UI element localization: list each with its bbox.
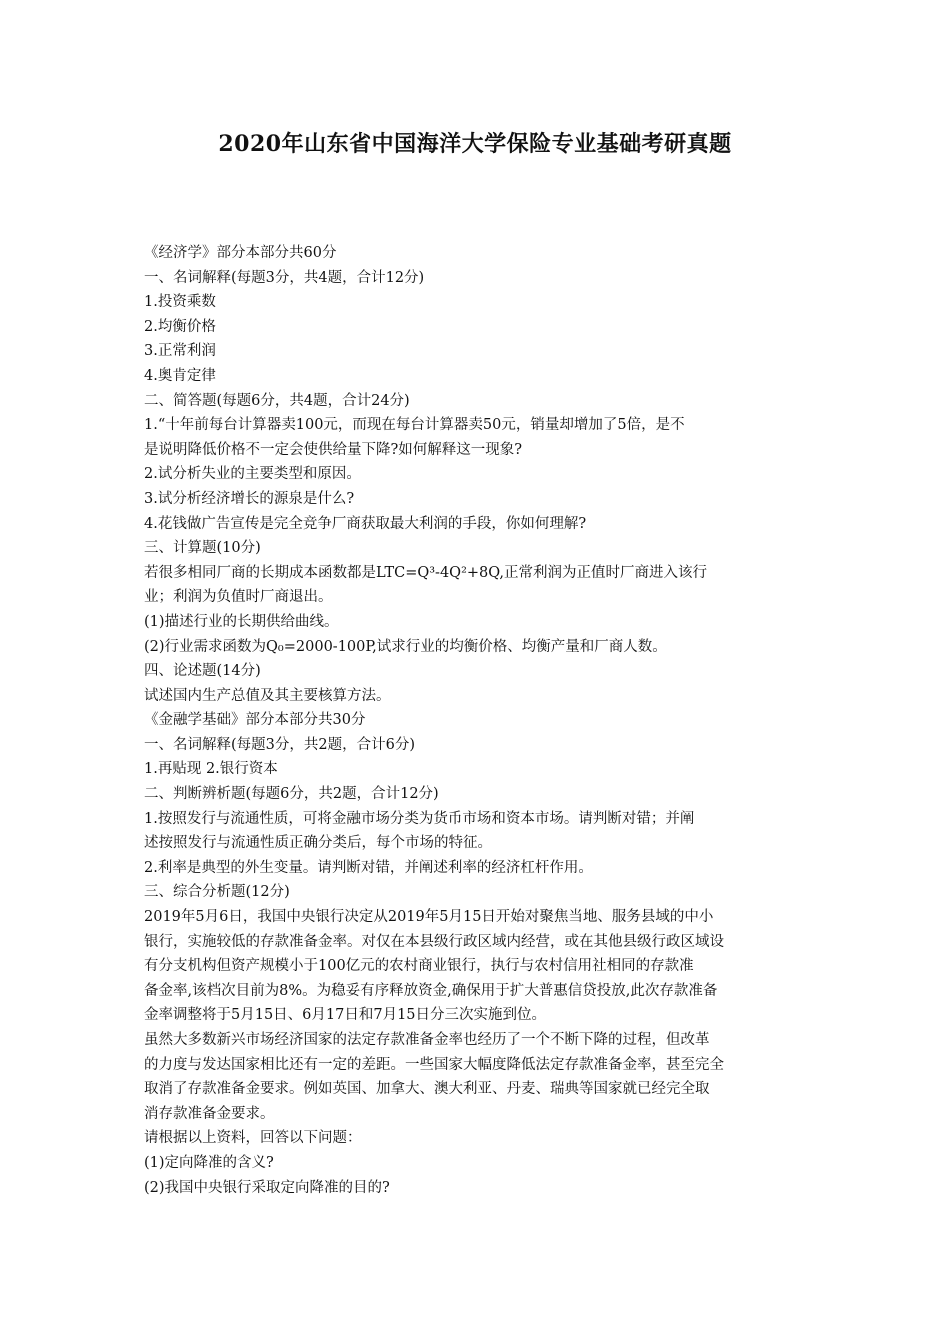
text-line: 备金率,该档次目前为8%。为稳妥有序释放资金,确保用于扩大普惠信贷投放,此次存款准备 xyxy=(144,982,718,999)
text-line: 一、名词解释(每题3分，共4题，合计12分) xyxy=(144,269,425,286)
text-line: 3.试分析经济增长的源泉是什么? xyxy=(144,490,355,507)
text-line: 是说明降低价格不一定会使供给量下降?如何解释这一现象? xyxy=(144,441,523,458)
text-line: 4.奥肯定律 xyxy=(144,367,216,384)
text-line: 试述国内生产总值及其主要核算方法。 xyxy=(144,687,391,704)
text-line: 三、计算题(10分) xyxy=(144,540,261,557)
text-line: 《经济学》部分本部分共60分 xyxy=(144,245,337,261)
text-line: 二、判断辨析题(每题6分，共2题，合计12分) xyxy=(144,786,439,803)
text-line: (2)我国中央银行采取定向降准的目的? xyxy=(144,1179,390,1196)
text-line: 取消了存款准备金要求。例如英国、加拿大、澳大利亚、丹麦、瑞典等国家就已经完全取 xyxy=(144,1081,710,1098)
exam-body xyxy=(144,241,814,1200)
text-line: 一、名词解释(每题3分，共2题，合计6分) xyxy=(144,736,415,753)
text-line: 1.“十年前每台计算器卖100元，而现在每台计算器卖50元，销量却增加了5倍，是不 xyxy=(144,417,685,434)
text-line: 1.再贴现 2.银行资本 xyxy=(144,761,278,778)
text-line: 银行，实施较低的存款准备金率。对仅在本县级行政区域内经营，或在其他县级行政区域设 xyxy=(144,933,724,950)
text-line: (1)描述行业的长期供给曲线。 xyxy=(144,613,339,630)
text-line: 3.正常利润 xyxy=(144,343,216,360)
text-line: 业；利润为负值时厂商退出。 xyxy=(144,589,333,606)
text-line: 有分支机构但资产规模小于100亿元的农村商业银行，执行与农村信用社相同的存款准 xyxy=(144,958,694,975)
text-line: 1.投资乘数 xyxy=(144,294,216,311)
text-line: 2.均衡价格 xyxy=(144,318,216,335)
page-title: 2020年山东省中国海洋大学保险专业基础考研真题 xyxy=(218,131,732,157)
text-line: 述按照发行与流通性质正确分类后，每个市场的特征。 xyxy=(144,835,492,852)
text-line: 若很多相同厂商的长期成本函数都是LTC=Q³-4Q²+8Q,正常利润为正值时厂商进入该行 xyxy=(144,564,708,581)
text-line: 四、论述题(14分) xyxy=(144,663,261,680)
text-line: 金率调整将于5月15日、6月17日和7月15日分三次实施到位。 xyxy=(144,1007,547,1024)
text-line: (2)行业需求函数为Q₀=2000-100P,试求行业的均衡价格、均衡产量和厂商人数。 xyxy=(144,638,667,655)
text-line: 虽然大多数新兴市场经济国家的法定存款准备金率也经历了一个不断下降的过程，但改革 xyxy=(144,1032,710,1048)
text-line: (1)定向降准的含义? xyxy=(144,1154,274,1171)
text-line: 的力度与发达国家相比还有一定的差距。一些国家大幅度降低法定存款准备金率，甚至完全 xyxy=(144,1056,724,1073)
text-line: 消存款准备金要求。 xyxy=(144,1105,275,1122)
text-line: 《金融学基础》部分本部分共30分 xyxy=(144,712,366,729)
text-line: 请根据以上资料，回答以下问题： xyxy=(144,1130,362,1147)
text-line: 1.按照发行与流通性质，可将金融市场分类为货币市场和资本市场。请判断对错；并阐 xyxy=(144,810,695,827)
text-line: 2019年5月6日，我国中央银行决定从2019年5月15日开始对聚焦当地、服务县域的中小 xyxy=(144,909,714,926)
text-line: 三、综合分析题(12分) xyxy=(144,884,290,901)
text-line: 4.花钱做广告宣传是完全竞争厂商获取最大利润的手段，你如何理解? xyxy=(144,515,587,532)
text-line: 2.试分析失业的主要类型和原因。 xyxy=(144,466,361,483)
text-line: 2.利率是典型的外生变量。请判断对错，并阐述利率的经济杠杆作用。 xyxy=(144,859,593,876)
text-line: 二、简答题(每题6分，共4题，合计24分) xyxy=(144,392,410,409)
